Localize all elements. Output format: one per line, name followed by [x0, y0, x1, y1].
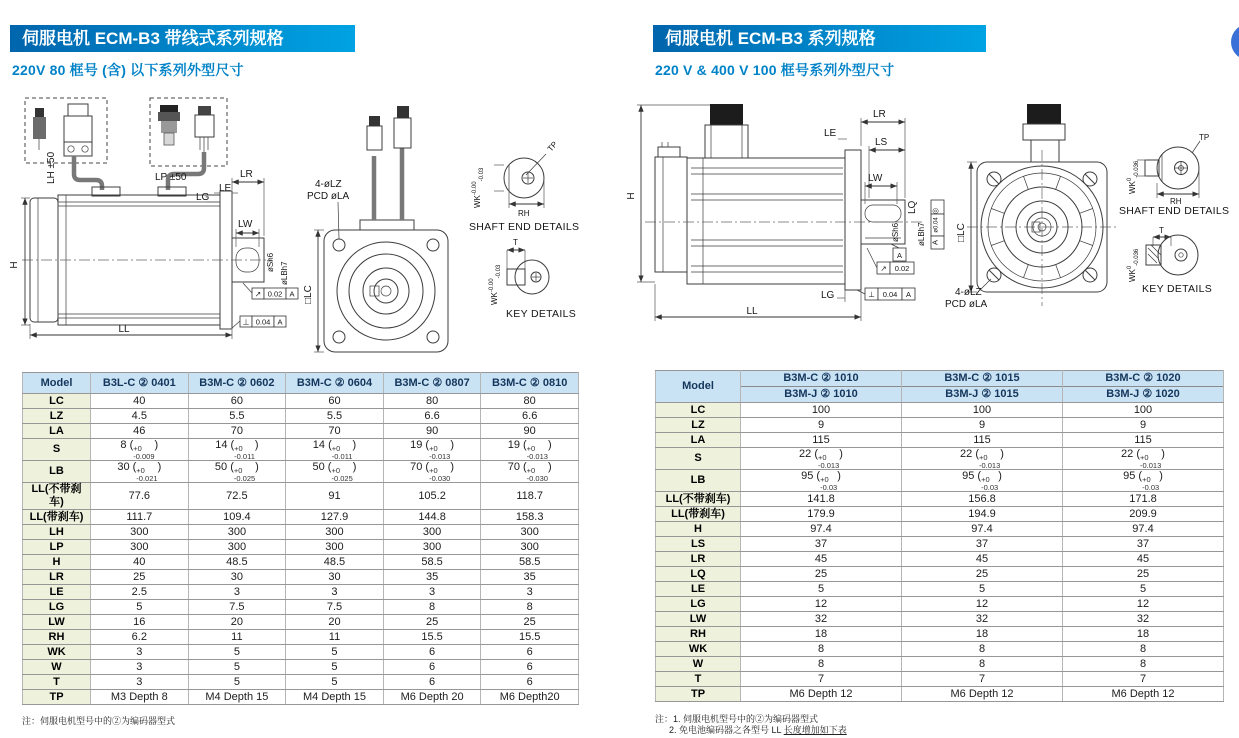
dimension-row-label: LP	[23, 540, 91, 555]
model-name: B3M-J ② 1015	[902, 386, 1062, 402]
dimension-value-cell: 5	[188, 675, 286, 690]
dimension-value-cell: 20	[188, 615, 286, 630]
dim-label-t: T	[1159, 226, 1164, 235]
dim-label-wk-shaft: $WK^0_{-0.036}$	[1127, 160, 1140, 194]
right-dimension-drawing	[625, 92, 1239, 367]
svg-text:A: A	[930, 239, 940, 246]
dimension-value-cell: 14 ( +0 -0.011 )	[286, 439, 384, 461]
dimension-value-cell: 97.4	[902, 522, 1063, 537]
dimension-value-cell: 50 ( +0 -0.025 )	[286, 461, 384, 483]
face-tolerance-frame	[857, 288, 915, 300]
model-name-header	[1063, 371, 1224, 403]
dimension-row-label: LC	[656, 403, 741, 418]
svg-text:A: A	[289, 289, 295, 299]
dimension-value-cell: 6	[383, 660, 481, 675]
dimension-row-label: H	[23, 555, 91, 570]
dim-label-ls: LS	[875, 137, 888, 148]
dimension-value-cell: 8	[902, 642, 1063, 657]
dimension-value-cell: 4.5	[91, 409, 189, 424]
dimension-value-cell: 20	[286, 615, 384, 630]
dimension-value-cell: 8 ( +0 -0.009 )	[91, 439, 189, 461]
dimension-value-cell: 300	[383, 525, 481, 540]
dimension-row-label: LL(带刹车)	[656, 507, 741, 522]
dimension-value-cell: M6 Depth 12	[902, 687, 1063, 702]
svg-text:A: A	[896, 251, 903, 260]
dimension-value-cell: 171.8	[1063, 492, 1224, 507]
dimension-value-cell: 109.4	[188, 510, 286, 525]
dimension-row-label: LS	[656, 537, 741, 552]
dimension-value-cell: 72.5	[188, 483, 286, 510]
dimension-value-cell: 22 ( +0 -0.013 )	[902, 448, 1063, 470]
dimension-row-label: RH	[23, 630, 91, 645]
dim-label-wk-key: $WK^0_{-0.036}$	[1127, 248, 1140, 282]
svg-text:ø0.04: ø0.04	[933, 217, 940, 233]
dimension-value-cell: 18	[741, 627, 902, 642]
dimension-value-cell: 22 ( +0 -0.013 )	[1063, 448, 1224, 470]
model-name-header: B3M-C ② 0810	[481, 373, 579, 394]
dimension-value-cell: 6	[383, 675, 481, 690]
dimension-value-cell: 5.5	[188, 409, 286, 424]
dim-label-pcd: PCD øLA	[945, 299, 988, 310]
dimension-value-cell: 300	[481, 525, 579, 540]
dimension-value-cell: 8	[741, 657, 902, 672]
dimension-value-cell: 50 ( +0 -0.025 )	[188, 461, 286, 483]
dimension-row-label: LR	[656, 552, 741, 567]
right-footnote	[655, 714, 847, 736]
dim-label-rh: RH	[1170, 197, 1182, 206]
dimension-value-cell: 8	[481, 600, 579, 615]
model-name: B3M-C ② 1020	[1105, 372, 1181, 384]
dimension-value-cell: 8	[383, 600, 481, 615]
dimension-value-cell: 12	[902, 597, 1063, 612]
dimension-value-cell: 25	[741, 567, 902, 582]
dimension-row-label: S	[23, 439, 91, 461]
dimension-value-cell: 7	[741, 672, 902, 687]
dimension-value-cell: 80	[383, 394, 481, 409]
dim-label-tp: TP	[1199, 133, 1210, 142]
dimension-value-cell: 118.7	[481, 483, 579, 510]
dimension-row-label: S	[656, 448, 741, 470]
left-dimension-drawing	[8, 92, 643, 367]
dimension-value-cell: 3	[91, 645, 189, 660]
right-footnote-line1: 注：1. 伺服电机型号中的②为编码器型式	[655, 714, 819, 724]
dimension-value-cell: 70 ( +0 -0.030 )	[481, 461, 579, 483]
right-section-subtitle: 220 V & 400 V 100 框号系列外型尺寸	[655, 62, 895, 78]
dim-label-shaft-dia: øSh6	[891, 222, 900, 242]
svg-text:0.02: 0.02	[894, 264, 910, 273]
left-side-view-dimensions	[9, 151, 298, 339]
dim-label-bolt-holes: 4-øLZ	[315, 179, 342, 190]
right-footnote-line2: 2. 免电池编码器之各型号 LL 长度增加如下表	[669, 725, 847, 735]
dimension-value-cell: 7.5	[188, 600, 286, 615]
dimension-value-cell: M6 Depth 20	[383, 690, 481, 705]
model-name: B3M-J ② 1010	[741, 386, 901, 402]
dimension-row-label: LR	[23, 570, 91, 585]
right-front-view	[945, 104, 1117, 310]
dimension-value-cell: 22 ( +0 -0.013 )	[741, 448, 902, 470]
model-name: B3M-C ② 1015	[944, 372, 1020, 384]
dim-label-shaft-dia: øSh6	[266, 252, 275, 272]
dim-label-lq: LQ	[907, 200, 918, 214]
dimension-value-cell: 45	[1063, 552, 1224, 567]
dimension-value-cell: 45	[741, 552, 902, 567]
dim-label-frame-size: □LC	[303, 285, 314, 304]
dimension-value-cell: 8	[902, 657, 1063, 672]
dimension-value-cell: 144.8	[383, 510, 481, 525]
dimension-value-cell: 48.5	[188, 555, 286, 570]
model-name-header: B3L-C ② 0401	[91, 373, 189, 394]
dimension-value-cell: 7	[902, 672, 1063, 687]
dimension-value-cell: 58.5	[481, 555, 579, 570]
dimension-value-cell: 45	[902, 552, 1063, 567]
dimension-value-cell: 5	[902, 582, 1063, 597]
dimension-value-cell: 32	[1063, 612, 1224, 627]
face-tolerance-frame	[232, 316, 286, 328]
dim-label-pilot-dia: øLBh7	[280, 261, 289, 285]
left-footnote: 注：伺服电机型号中的②为编码器型式	[22, 716, 176, 726]
svg-text:0.04: 0.04	[882, 290, 898, 299]
dimension-row-label: W	[656, 657, 741, 672]
dimension-value-cell: 8	[1063, 642, 1224, 657]
dimension-row-label: W	[23, 660, 91, 675]
dim-label-pcd: PCD øLA	[307, 191, 350, 202]
left-section-subtitle: 220V 80 框号 (含) 以下系列外型尺寸	[12, 62, 244, 78]
runout-symbol-icon: ↗	[254, 289, 262, 299]
dim-label-lr: LR	[873, 109, 886, 120]
floating-action-button[interactable]	[1231, 24, 1239, 60]
dimension-value-cell: 300	[481, 540, 579, 555]
dim-label-h: H	[9, 261, 20, 269]
dimension-value-cell: 158.3	[481, 510, 579, 525]
dimension-value-cell: 8	[741, 642, 902, 657]
svg-text:A: A	[905, 290, 912, 299]
dimension-value-cell: 6.6	[481, 409, 579, 424]
dim-label-rh: RH	[518, 209, 530, 218]
dimension-value-cell: 6	[481, 645, 579, 660]
dimension-value-cell: M6 Depth 12	[1063, 687, 1224, 702]
dimension-value-cell: 95 ( +0 -0.03 )	[902, 470, 1063, 492]
dim-label-lr: LR	[240, 169, 253, 180]
dimension-value-cell: 30	[188, 570, 286, 585]
dimension-value-cell: 179.9	[741, 507, 902, 522]
dimension-value-cell: M4 Depth 15	[286, 690, 384, 705]
face-symbol-icon: ⊥	[868, 290, 875, 299]
dimension-value-cell: 100	[902, 403, 1063, 418]
dim-label-wk-key: $WK^{-0.00}_{-0.03}$	[489, 264, 502, 305]
dimension-row-label: LG	[656, 597, 741, 612]
dimension-value-cell: 5	[91, 600, 189, 615]
dim-label-h: H	[626, 192, 637, 200]
dimension-row-label: LL(带刹车)	[23, 510, 91, 525]
dimension-value-cell: 300	[91, 540, 189, 555]
dimension-row-label: LC	[23, 394, 91, 409]
dimension-value-cell: 14 ( +0 -0.011 )	[188, 439, 286, 461]
dimension-value-cell: 5.5	[286, 409, 384, 424]
dimension-value-cell: 3	[91, 675, 189, 690]
dimension-row-label: H	[656, 522, 741, 537]
dimension-row-label: LW	[656, 612, 741, 627]
dimension-row-label: T	[656, 672, 741, 687]
model-name-header	[902, 371, 1063, 403]
dimension-value-cell: 97.4	[1063, 522, 1224, 537]
model-name-header: B3M-C ② 0807	[383, 373, 481, 394]
dimension-row-label: LW	[23, 615, 91, 630]
dimension-value-cell: 19 ( +0 -0.013 )	[481, 439, 579, 461]
dimension-row-label: LE	[23, 585, 91, 600]
dimension-row-label: WK	[23, 645, 91, 660]
dimension-value-cell: 100	[741, 403, 902, 418]
dimension-value-cell: 9	[1063, 418, 1224, 433]
dimension-value-cell: 30	[286, 570, 384, 585]
dimension-value-cell: 11	[188, 630, 286, 645]
concentricity-tolerance-frame	[931, 200, 945, 249]
dimension-value-cell: 95 ( +0 -0.03 )	[1063, 470, 1224, 492]
dimension-value-cell: 9	[902, 418, 1063, 433]
dim-label-bolt-holes: 4-øLZ	[955, 287, 982, 298]
dimension-value-cell: 35	[383, 570, 481, 585]
dim-label-ll: LL	[118, 324, 130, 335]
dimension-row-label: T	[23, 675, 91, 690]
dimension-value-cell: 6	[481, 675, 579, 690]
dimension-value-cell: 12	[741, 597, 902, 612]
dimension-value-cell: 5	[286, 645, 384, 660]
model-name-header: B3M-C ② 0604	[286, 373, 384, 394]
right-section-title: 伺服电机 ECM-B3 系列规格	[653, 25, 986, 52]
dim-label-ll: LL	[746, 306, 758, 317]
dimension-row-label: RH	[656, 627, 741, 642]
shaft-end-details-title: SHAFT END DETAILS	[1119, 205, 1230, 217]
model-name: B3M-C ② 1010	[783, 372, 859, 384]
model-name-header: B3M-C ② 0602	[188, 373, 286, 394]
dimension-value-cell: 7.5	[286, 600, 384, 615]
dimension-value-cell: 300	[383, 540, 481, 555]
key-details-title: KEY DETAILS	[1142, 283, 1213, 295]
svg-text:A: A	[277, 317, 283, 327]
left-shaft-end-detail	[469, 140, 579, 233]
dimension-value-cell: 90	[481, 424, 579, 439]
dim-label-le: LE	[219, 183, 232, 194]
dimension-row-label: LA	[23, 424, 91, 439]
dimension-value-cell: 97.4	[741, 522, 902, 537]
dimension-value-cell: M4 Depth 15	[188, 690, 286, 705]
runout-symbol-icon: ↗	[880, 264, 887, 273]
dimension-value-cell: 3	[286, 585, 384, 600]
dimension-value-cell: 70	[188, 424, 286, 439]
left-side-view	[22, 187, 272, 329]
dimension-row-label: LL(不带刹车)	[656, 492, 741, 507]
right-key-detail	[1127, 226, 1212, 295]
dimension-value-cell: 300	[286, 525, 384, 540]
dimension-value-cell: 300	[286, 540, 384, 555]
dim-label-tp: TP	[545, 139, 560, 154]
dimension-value-cell: 141.8	[741, 492, 902, 507]
left-section-title: 伺服电机 ECM-B3 带线式系列规格	[10, 25, 355, 52]
dimension-value-cell: 46	[91, 424, 189, 439]
dimension-value-cell: 90	[383, 424, 481, 439]
dimension-value-cell: 18	[902, 627, 1063, 642]
dimension-value-cell: 115	[902, 433, 1063, 448]
dimension-value-cell: 91	[286, 483, 384, 510]
model-name-header	[741, 371, 902, 403]
dim-label-pilot-dia: øLBh7	[917, 222, 926, 246]
dimension-value-cell: 100	[1063, 403, 1224, 418]
dimension-value-cell: 2.5	[91, 585, 189, 600]
dimension-value-cell: 37	[741, 537, 902, 552]
dimension-value-cell: 15.5	[481, 630, 579, 645]
dimension-row-label: LH	[23, 525, 91, 540]
dimension-row-label: WK	[656, 642, 741, 657]
dim-label-lg: LG	[821, 290, 835, 301]
dimension-value-cell: 105.2	[383, 483, 481, 510]
right-spec-table	[655, 370, 1224, 702]
dimension-value-cell: 77.6	[91, 483, 189, 510]
dimension-value-cell: 19 ( +0 -0.013 )	[383, 439, 481, 461]
dimension-value-cell: 12	[1063, 597, 1224, 612]
dimension-value-cell: 95 ( +0 -0.03 )	[741, 470, 902, 492]
dimension-value-cell: 16	[91, 615, 189, 630]
dimension-value-cell: 3	[481, 585, 579, 600]
dimension-value-cell: 3	[383, 585, 481, 600]
model-column-header: Model	[23, 373, 91, 394]
dimension-value-cell: M3 Depth 8	[91, 690, 189, 705]
dimension-value-cell: 7	[1063, 672, 1224, 687]
dim-label-wk-shaft: $WK^{-0.00}_{-0.03}$	[472, 167, 485, 208]
dimension-value-cell: 40	[91, 394, 189, 409]
dimension-value-cell: 5	[286, 675, 384, 690]
dimension-value-cell: 60	[286, 394, 384, 409]
dimension-value-cell: 60	[188, 394, 286, 409]
dimension-value-cell: 5	[1063, 582, 1224, 597]
right-side-view-dimensions	[626, 105, 944, 321]
dim-label-frame-size: □LC	[956, 223, 967, 242]
dimension-value-cell: 127.9	[286, 510, 384, 525]
dimension-value-cell: 3	[91, 660, 189, 675]
dimension-row-label: LA	[656, 433, 741, 448]
svg-text:0.02: 0.02	[267, 289, 283, 299]
dimension-value-cell: 32	[741, 612, 902, 627]
dimension-value-cell: 25	[481, 615, 579, 630]
dimension-value-cell: 40	[91, 555, 189, 570]
key-details-title: KEY DETAILS	[506, 308, 577, 320]
dimension-value-cell: 58.5	[383, 555, 481, 570]
dimension-row-label: LB	[656, 470, 741, 492]
dimension-value-cell: 300	[188, 540, 286, 555]
dim-label-t: T	[513, 238, 518, 247]
dimension-value-cell: 32	[902, 612, 1063, 627]
dimension-value-cell: 209.9	[1063, 507, 1224, 522]
dimension-value-cell: 194.9	[902, 507, 1063, 522]
runout-tolerance-frame	[867, 248, 914, 274]
dimension-row-label: TP	[23, 690, 91, 705]
dimension-value-cell: 30 ( +0 -0.021 )	[91, 461, 189, 483]
dimension-row-label: LL(不带刹车)	[23, 483, 91, 510]
dimension-value-cell: 300	[91, 525, 189, 540]
dim-label-lw: LW	[868, 173, 883, 184]
dimension-row-label: LB	[23, 461, 91, 483]
face-symbol-icon: ⊥	[242, 317, 250, 327]
left-front-view	[303, 106, 448, 352]
dimension-value-cell: M6 Depth 12	[741, 687, 902, 702]
dimension-value-cell: 25	[91, 570, 189, 585]
dimension-value-cell: 25	[383, 615, 481, 630]
dimension-value-cell: 80	[481, 394, 579, 409]
shaft-end-details-title: SHAFT END DETAILS	[469, 221, 580, 233]
model-column-header: Model	[656, 371, 741, 403]
dimension-value-cell: M6 Depth20	[481, 690, 579, 705]
dimension-value-cell: 6.6	[383, 409, 481, 424]
concentricity-symbol-icon: ◎	[930, 207, 940, 215]
left-spec-table	[22, 372, 579, 705]
dimension-value-cell: 115	[1063, 433, 1224, 448]
dim-label-lw: LW	[238, 219, 253, 230]
dim-label-le: LE	[824, 128, 837, 139]
runout-tolerance-frame	[243, 283, 298, 299]
dimension-value-cell: 37	[902, 537, 1063, 552]
svg-text:0.04: 0.04	[255, 317, 271, 327]
dimension-value-cell: 111.7	[91, 510, 189, 525]
left-key-detail	[489, 238, 576, 320]
dimension-value-cell: 15.5	[383, 630, 481, 645]
dimension-row-label: LZ	[656, 418, 741, 433]
right-shaft-end-detail	[1119, 133, 1229, 217]
dimension-row-label: LG	[23, 600, 91, 615]
dimension-value-cell: 6.2	[91, 630, 189, 645]
dimension-value-cell: 11	[286, 630, 384, 645]
dimension-row-label: TP	[656, 687, 741, 702]
dimension-value-cell: 5	[741, 582, 902, 597]
dimension-value-cell: 48.5	[286, 555, 384, 570]
dimension-value-cell: 25	[902, 567, 1063, 582]
model-name: B3M-J ② 1020	[1063, 386, 1223, 402]
dimension-value-cell: 5	[188, 660, 286, 675]
dimension-value-cell: 115	[741, 433, 902, 448]
dimension-value-cell: 6	[383, 645, 481, 660]
dimension-value-cell: 9	[741, 418, 902, 433]
datum-a-box	[891, 244, 906, 261]
dimension-value-cell: 35	[481, 570, 579, 585]
dim-label-lp: LP ±50	[155, 172, 187, 183]
dimension-value-cell: 25	[1063, 567, 1224, 582]
dimension-value-cell: 18	[1063, 627, 1224, 642]
dimension-value-cell: 3	[188, 585, 286, 600]
dimension-value-cell: 5	[286, 660, 384, 675]
dimension-value-cell: 156.8	[902, 492, 1063, 507]
dimension-value-cell: 300	[188, 525, 286, 540]
dimension-value-cell: 6	[481, 660, 579, 675]
dim-label-lg: LG	[196, 192, 210, 203]
dimension-value-cell: 70 ( +0 -0.030 )	[383, 461, 481, 483]
dimension-value-cell: 5	[188, 645, 286, 660]
dim-label-lh: LH ±50	[46, 151, 57, 184]
dimension-value-cell: 8	[1063, 657, 1224, 672]
dimension-value-cell: 70	[286, 424, 384, 439]
dimension-value-cell: 37	[1063, 537, 1224, 552]
dimension-row-label: LZ	[23, 409, 91, 424]
dimension-row-label: LE	[656, 582, 741, 597]
dimension-row-label: LQ	[656, 567, 741, 582]
